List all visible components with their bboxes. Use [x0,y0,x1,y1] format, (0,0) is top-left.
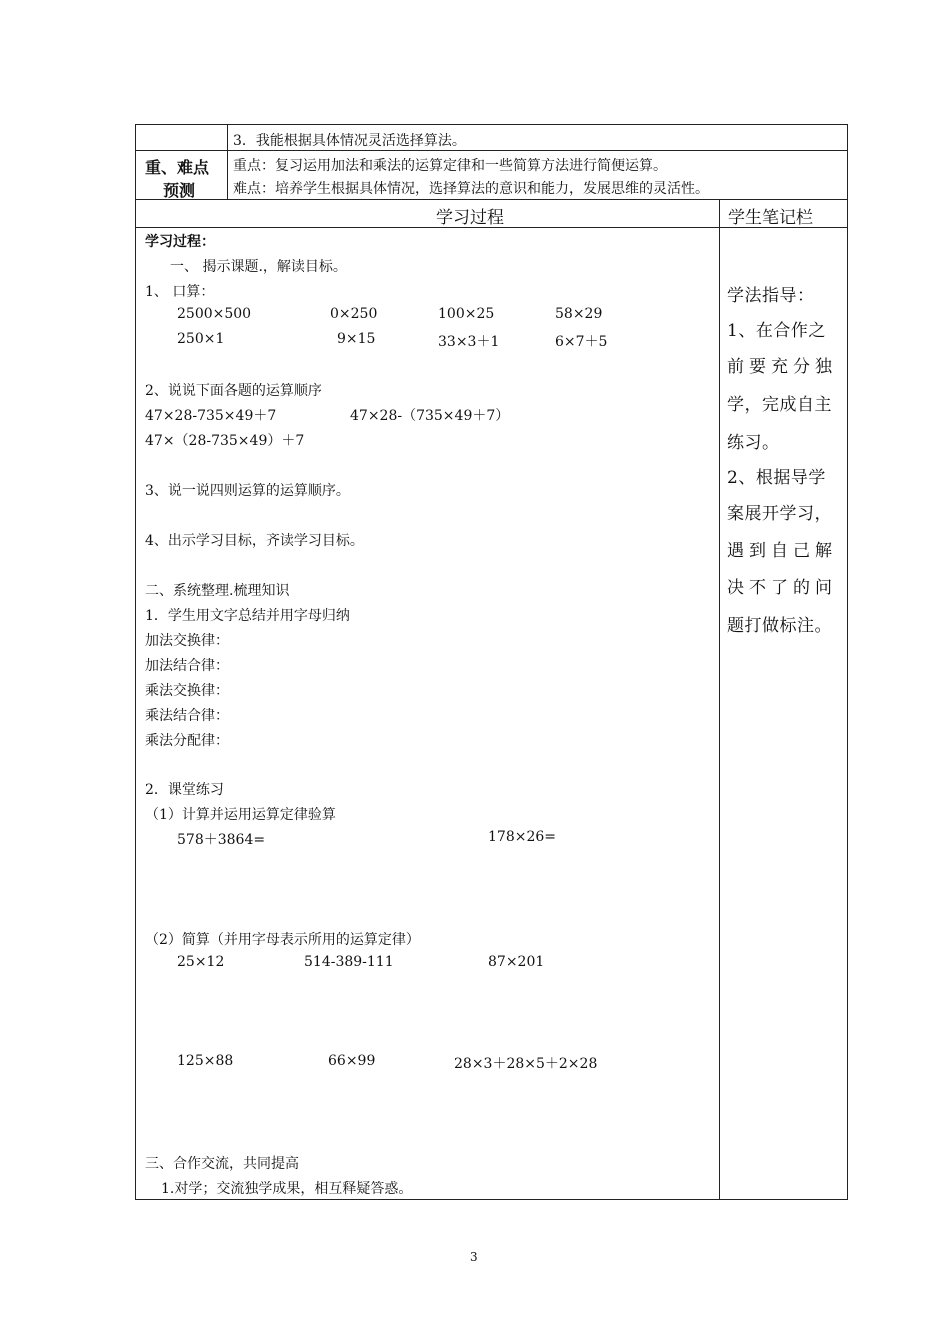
column-divider [719,200,720,1199]
simplify-4: 125×88 [177,1053,234,1069]
simplify-5: 66×99 [328,1053,376,1069]
page-number: 3 [470,1250,478,1264]
law-4: 乘法结合律： [145,708,229,724]
law-1: 加法交换律： [145,633,229,649]
note-1: 学法指导： [727,286,815,306]
section-3a: 1.对学；交流独学成果，相互释疑答惑。 [161,1181,413,1197]
simplify-6: 28×3＋28×5＋2×28 [454,1056,598,1072]
expr-1: 47×28-735×49＋7 [145,408,277,424]
mental-1c: 100×25 [438,306,495,322]
goal-3: 3．我能根据具体情况灵活选择算法。 [233,133,466,149]
part-1: 1．学生用文字总结并用字母归纳 [145,608,350,624]
note-5: 练习。 [727,433,780,453]
law-5: 乘法分配律： [145,733,229,749]
mental-2a: 250×1 [177,331,225,347]
mental-2d: 6×7＋5 [555,334,608,350]
q4: 4、出示学习目标，齐读学习目标。 [145,533,364,549]
section-3: 三、合作交流，共同提高 [145,1156,299,1172]
note-8: 遇到自己解 [727,541,837,561]
law-2: 加法结合律： [145,658,229,674]
note-10: 题打做标注。 [727,616,832,636]
exercise-1: （1）计算并运用运算定律验算 [145,807,336,823]
note-4: 学，完成自主 [727,395,832,415]
law-3: 乘法交换律： [145,683,229,699]
note-2: 1、在合作之 [727,321,826,341]
mental-1b: 0×250 [330,306,378,322]
key-point: 重点：复习运用加法和乘法的运算定律和一些简算方法进行简便运算。 [233,158,667,174]
calc-1: 578＋3864= [177,832,266,848]
note-6: 2、根据导学 [727,468,826,488]
simplify-2: 514-389-111 [304,954,394,970]
simplify-1: 25×12 [177,954,225,970]
q2: 2、说说下面各题的运算顺序 [145,383,322,399]
header-notes: 学生笔记栏 [728,208,813,228]
note-3: 前要充分独 [727,357,837,377]
q1: 1、 口算： [145,284,215,300]
key-label-2: 预测 [163,181,196,200]
mental-2b: 9×15 [337,331,376,347]
section-2: 二、系统整理.梳理知识 [145,583,290,599]
simplify-3: 87×201 [488,954,545,970]
goals-table [135,124,848,200]
expr-2: 47×28-（735×49＋7） [350,408,510,424]
difficulty: 难点：培养学生根据具体情况，选择算法的意识和能力，发展思维的灵活性。 [233,181,709,197]
process-title: 学习过程： [145,234,215,250]
note-9: 决不了的问 [727,578,837,598]
mental-1a: 2500×500 [177,306,252,322]
header-process: 学习过程 [436,208,504,228]
mental-1d: 58×29 [555,306,603,322]
exercise-2: （2）简算（并用字母表示所用的运算定律） [145,932,420,948]
mental-2c: 33×3＋1 [438,334,500,350]
key-label-1: 重、难点 [145,158,210,177]
row-divider [136,150,847,151]
calc-2: 178×26= [488,829,556,845]
expr-3: 47×（28-735×49）＋7 [145,433,305,449]
note-7: 案展开学习， [727,504,832,524]
section-1: 一、 揭示课题.，解读目标。 [170,259,347,275]
part-2: 2．课堂练习 [145,782,224,798]
q3: 3、说一说四则运算的运算顺序。 [145,483,350,499]
